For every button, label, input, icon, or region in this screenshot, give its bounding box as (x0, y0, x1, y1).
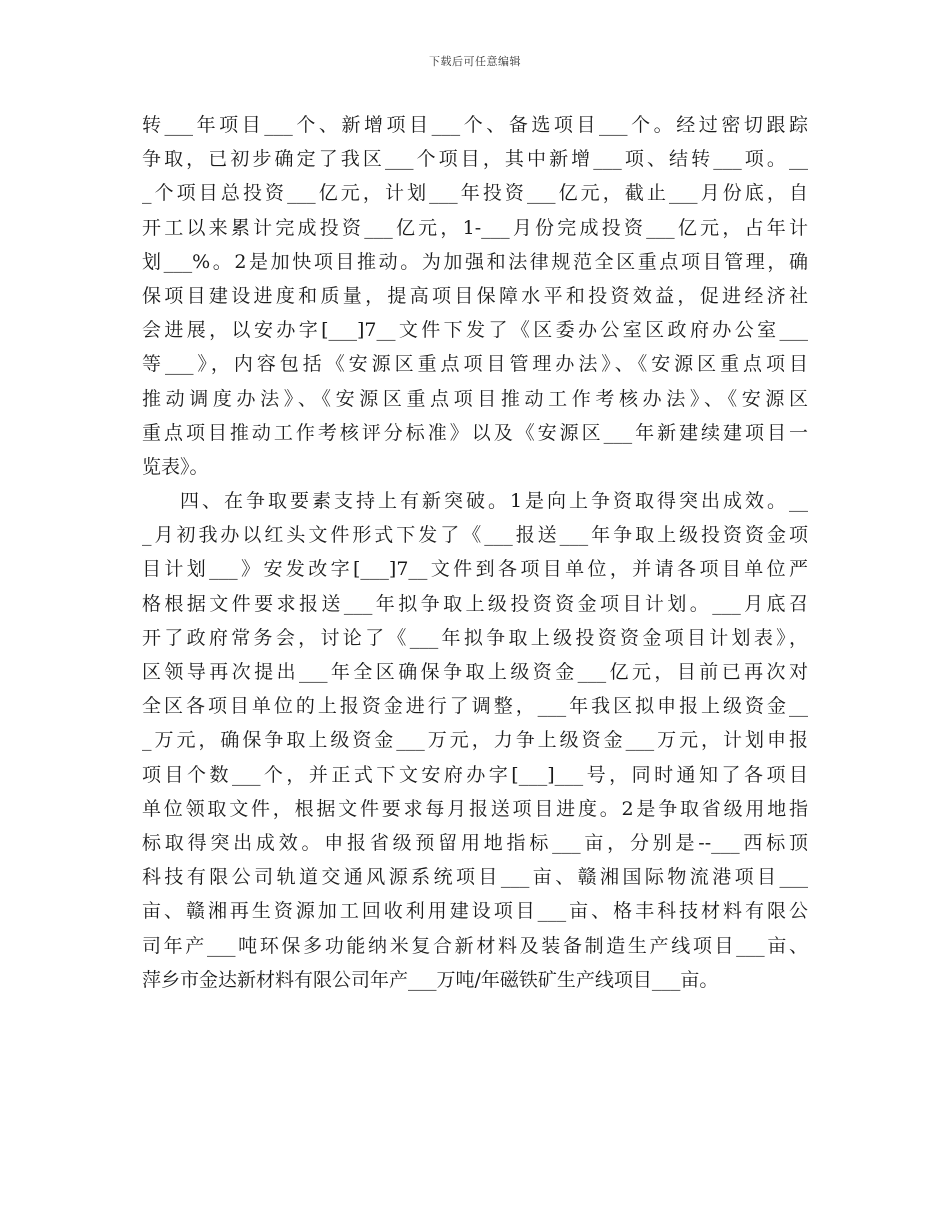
paragraph-factor-support (142, 484, 808, 997)
text-line: 区领导再次提出___年全区确保争取上级资金___亿元，目前已再次对 (142, 661, 808, 683)
text-line: 争取，已初步确定了我区___个项目，其中新增___项、结转___项。__ (142, 148, 808, 171)
text-line: 标取得突出成效。申报省级预留用地指标___亩，分别是--___西标顶 (142, 831, 808, 854)
text-line: 全区各项目单位的上报资金进行了调整，___年我区拟申报上级资金__ (142, 695, 808, 718)
text-line: 目计划___》安发改字[___]7__文件到各项目单位，并请各项目单位严 (142, 558, 808, 581)
text-line: 览表》。 (142, 455, 209, 478)
text-line: 四、在争取要素支持上有新突破。1是向上争资取得突出成效。__ (180, 490, 808, 513)
text-line: 开工以来累计完成投资___亿元，1-___月份完成投资___亿元，占年计 (142, 216, 808, 239)
text-line: _个项目总投资___亿元，计划___年投资___亿元，截止___月份底，自 (142, 182, 808, 205)
text-line: 亩、赣湘再生资源加工回收利用建设项目___亩、格丰科技材料有限公 (142, 900, 808, 923)
text-line: 开了政府常务会，讨论了《___年拟争取上级投资资金项目计划表》， (142, 626, 808, 649)
text-line: 项目个数___个，并正式下文安府办字[___]___号，同时通知了各项目 (142, 763, 808, 786)
document-body (142, 108, 808, 997)
text-line: 格根据文件要求报送___年拟争取上级投资资金项目计划。___月底召 (142, 592, 808, 615)
text-line: 会进展，以安办字[___]7__文件下发了《区委办公室区政府办公室___ (142, 319, 808, 342)
text-line: 推动调度办法》、《安源区重点项目推动工作考核办法》、《安源区 (142, 387, 808, 410)
text-line: 转___年项目___个、新增项目___个、备选项目___个。经过密切跟踪 (142, 114, 808, 136)
text-line: _月初我办以红头文件形式下发了《___报送___年争取上级投资资金项 (142, 524, 808, 547)
paragraph-project-progress (142, 108, 808, 484)
text-line: 保项目建设进度和质量，提高项目保障水平和投资效益，促进经济社 (142, 284, 808, 307)
text-line: 萍乡市金达新材料有限公司年产___万吨/年磁铁矿生产线项目___亩。 (142, 968, 719, 991)
text-line: 等___》，内容包括《安源区重点项目管理办法》、《安源区重点项目 (142, 353, 808, 376)
page-header: 下载后可任意编辑 (429, 55, 521, 68)
text-line: 划___%。2是加快项目推动。为加强和法律规范全区重点项目管理，确 (142, 250, 808, 273)
text-line: _万元，确保争取上级资金___万元，力争上级资金___万元，计划申报 (142, 729, 808, 752)
text-line: 科技有限公司轨道交通风源系统项目___亩、赣湘国际物流港项目___ (142, 866, 808, 889)
text-line: 重点项目推动工作考核评分标准》以及《安源区___年新建续建项目一 (142, 421, 808, 444)
text-line: 单位领取文件，根据文件要求每月报送项目进度。2是争取省级用地指 (142, 797, 808, 820)
text-line: 司年产___吨环保多功能纳米复合新材料及装备制造生产线项目___亩、 (142, 934, 808, 957)
